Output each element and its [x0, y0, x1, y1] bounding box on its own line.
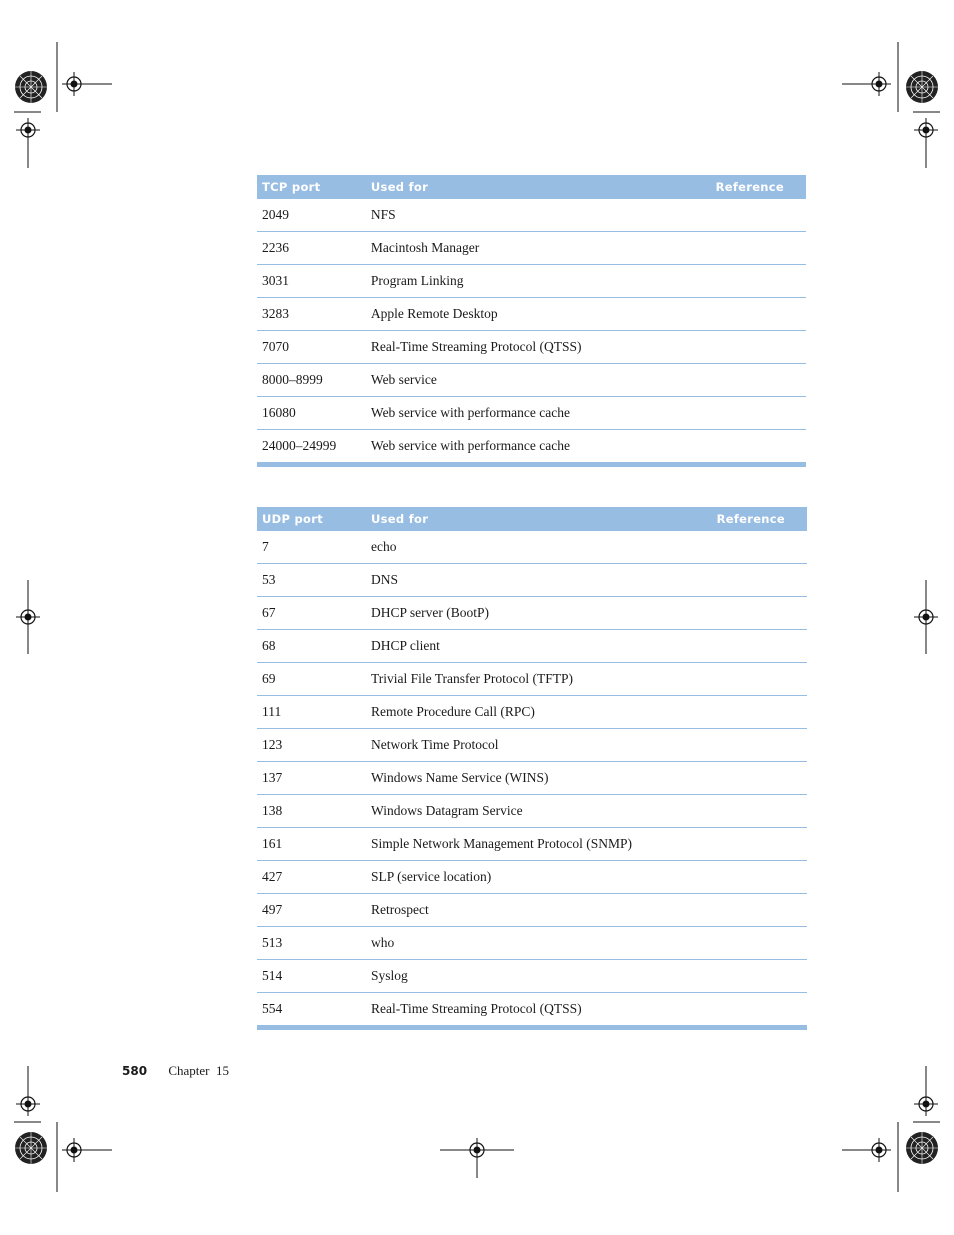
reference-cell	[711, 298, 806, 331]
reference-cell	[711, 861, 807, 894]
used-for-cell: who	[366, 927, 711, 960]
registration-mark-icon	[16, 605, 40, 629]
used-for-cell: Trivial File Transfer Protocol (TFTP)	[366, 663, 711, 696]
table-row	[257, 762, 807, 795]
reference-cell	[711, 331, 806, 364]
reference-cell	[711, 430, 806, 465]
used-for-cell: SLP (service location)	[366, 861, 711, 894]
table-row	[257, 564, 807, 597]
reference-cell	[711, 696, 807, 729]
reference-cell	[711, 762, 807, 795]
starburst-target-icon	[906, 1132, 938, 1164]
used-for-cell: DNS	[366, 564, 711, 597]
column-header-reference: Reference	[711, 175, 806, 199]
reference-cell	[711, 531, 807, 564]
used-for-cell: DHCP server (BootP)	[366, 597, 711, 630]
starburst-target-icon	[906, 71, 938, 103]
port-cell: 3283	[257, 298, 366, 331]
table-header-row	[257, 507, 807, 531]
port-cell: 111	[257, 696, 366, 729]
table-header-row	[257, 175, 806, 199]
used-for-cell: Web service with performance cache	[366, 397, 711, 430]
port-cell: 7070	[257, 331, 366, 364]
registration-mark-icon	[914, 1092, 938, 1116]
table-row	[257, 265, 806, 298]
reference-cell	[711, 795, 807, 828]
reference-cell	[711, 993, 807, 1028]
registration-mark-icon	[62, 72, 86, 96]
table-row	[257, 993, 807, 1028]
port-cell: 16080	[257, 397, 366, 430]
column-header-used-for: Used for	[366, 507, 711, 531]
table-row	[257, 298, 806, 331]
port-cell: 7	[257, 531, 366, 564]
reference-cell	[711, 927, 807, 960]
reference-cell	[711, 630, 807, 663]
table-row	[257, 960, 807, 993]
reference-cell	[711, 397, 806, 430]
port-cell: 67	[257, 597, 366, 630]
tcp-port-table	[257, 175, 806, 467]
reference-cell	[711, 960, 807, 993]
reference-cell	[711, 364, 806, 397]
column-header-port: TCP port	[257, 175, 366, 199]
port-cell: 138	[257, 795, 366, 828]
reference-cell	[711, 828, 807, 861]
registration-mark-icon	[914, 118, 938, 142]
udp-port-table	[257, 507, 807, 1030]
table-row	[257, 828, 807, 861]
used-for-cell: echo	[366, 531, 711, 564]
reference-cell	[711, 663, 807, 696]
table-row	[257, 531, 807, 564]
table-row	[257, 861, 807, 894]
port-cell: 8000–8999	[257, 364, 366, 397]
used-for-cell: Program Linking	[366, 265, 711, 298]
table-row	[257, 199, 806, 232]
used-for-cell: Web service with performance cache	[366, 430, 711, 465]
port-cell: 161	[257, 828, 366, 861]
table-row	[257, 597, 807, 630]
registration-mark-icon	[16, 118, 40, 142]
page-footer	[122, 1063, 229, 1079]
port-cell: 427	[257, 861, 366, 894]
used-for-cell: Macintosh Manager	[366, 232, 711, 265]
used-for-cell: Syslog	[366, 960, 711, 993]
used-for-cell: Web service	[366, 364, 711, 397]
registration-mark-icon	[465, 1138, 489, 1162]
used-for-cell: DHCP client	[366, 630, 711, 663]
starburst-target-icon	[15, 1132, 47, 1164]
used-for-cell: Real-Time Streaming Protocol (QTSS)	[366, 993, 711, 1028]
table-row	[257, 397, 806, 430]
used-for-cell: Remote Procedure Call (RPC)	[366, 696, 711, 729]
reference-cell	[711, 894, 807, 927]
column-header-port: UDP port	[257, 507, 366, 531]
reference-cell	[711, 199, 806, 232]
reference-cell	[711, 729, 807, 762]
port-cell: 3031	[257, 265, 366, 298]
used-for-cell: Windows Name Service (WINS)	[366, 762, 711, 795]
table-row	[257, 927, 807, 960]
port-cell: 123	[257, 729, 366, 762]
port-cell: 24000–24999	[257, 430, 366, 465]
port-cell: 513	[257, 927, 366, 960]
registration-mark-icon	[867, 1138, 891, 1162]
page-number: 580	[122, 1064, 148, 1078]
port-cell: 514	[257, 960, 366, 993]
table-row	[257, 630, 807, 663]
chapter-label: Chapter 15	[168, 1063, 229, 1078]
port-cell: 2049	[257, 199, 366, 232]
port-cell: 2236	[257, 232, 366, 265]
column-header-reference: Reference	[711, 507, 807, 531]
registration-mark-icon	[16, 1092, 40, 1116]
port-cell: 497	[257, 894, 366, 927]
table-row	[257, 430, 806, 465]
reference-cell	[711, 564, 807, 597]
used-for-cell: NFS	[366, 199, 711, 232]
column-header-used-for: Used for	[366, 175, 711, 199]
port-cell: 554	[257, 993, 366, 1028]
used-for-cell: Simple Network Management Protocol (SNMP)	[366, 828, 711, 861]
port-cell: 137	[257, 762, 366, 795]
table-row	[257, 232, 806, 265]
port-cell: 53	[257, 564, 366, 597]
table-row	[257, 894, 807, 927]
port-cell: 68	[257, 630, 366, 663]
used-for-cell: Network Time Protocol	[366, 729, 711, 762]
used-for-cell: Retrospect	[366, 894, 711, 927]
table-row	[257, 364, 806, 397]
used-for-cell: Windows Datagram Service	[366, 795, 711, 828]
registration-mark-icon	[914, 605, 938, 629]
registration-mark-icon	[62, 1138, 86, 1162]
starburst-target-icon	[15, 71, 47, 103]
table-row	[257, 663, 807, 696]
reference-cell	[711, 265, 806, 298]
registration-mark-icon	[867, 72, 891, 96]
table-row	[257, 696, 807, 729]
table-row	[257, 331, 806, 364]
reference-cell	[711, 232, 806, 265]
reference-cell	[711, 597, 807, 630]
port-cell: 69	[257, 663, 366, 696]
used-for-cell: Real-Time Streaming Protocol (QTSS)	[366, 331, 711, 364]
table-row	[257, 729, 807, 762]
table-row	[257, 795, 807, 828]
used-for-cell: Apple Remote Desktop	[366, 298, 711, 331]
